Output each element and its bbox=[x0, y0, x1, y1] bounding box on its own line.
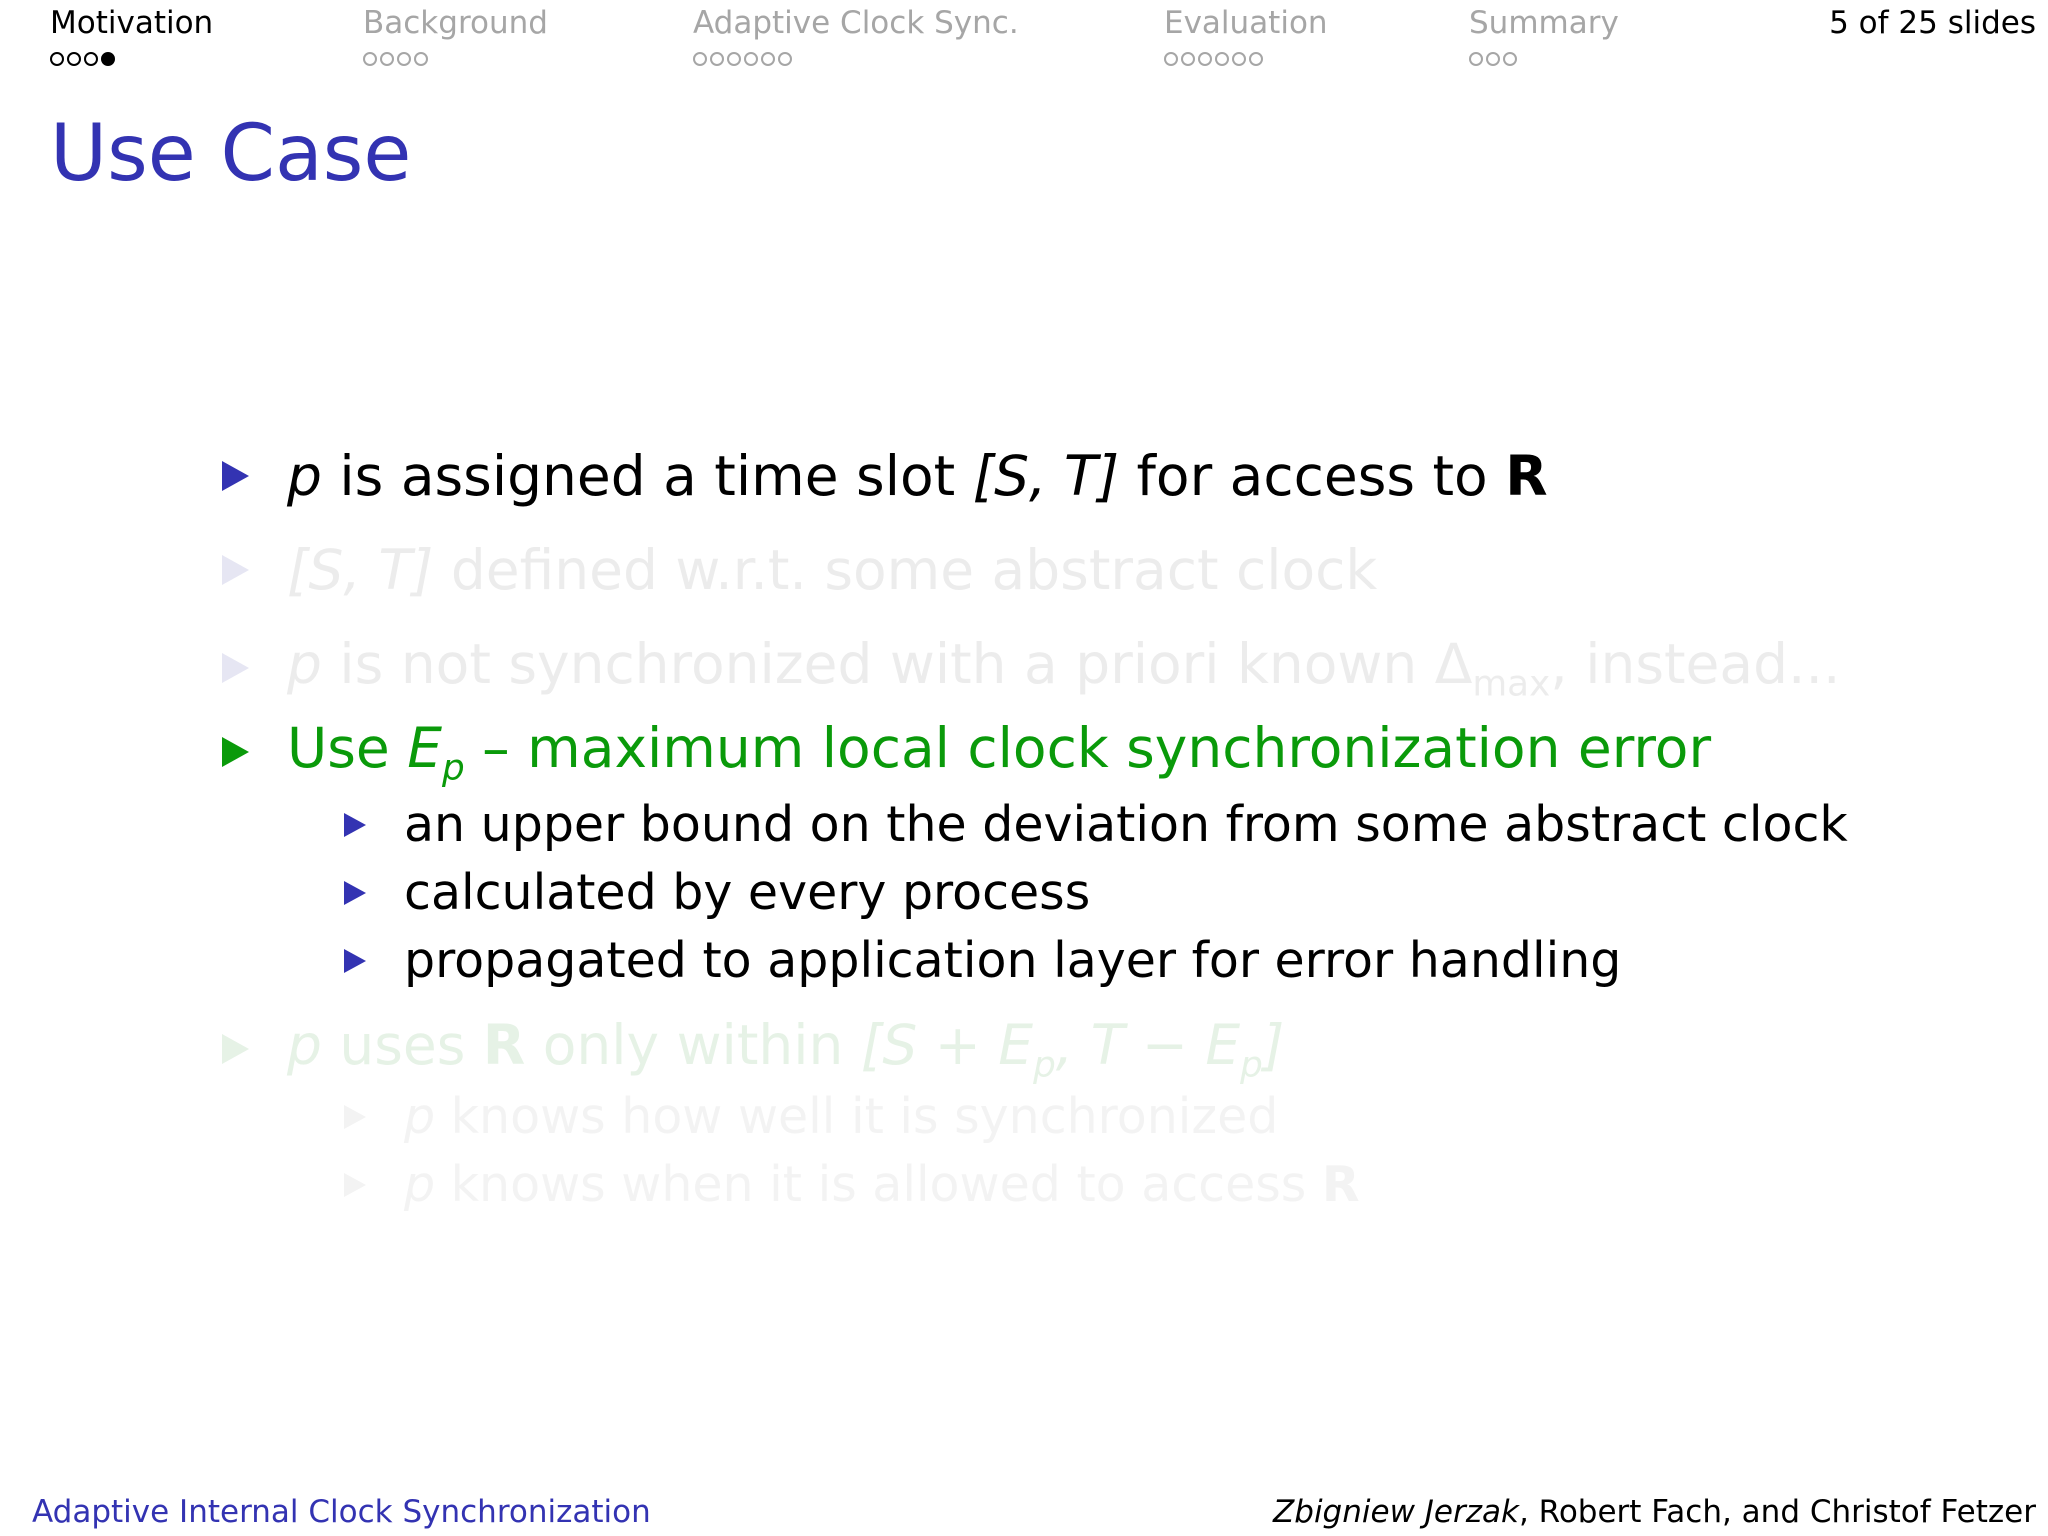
nav-section-label: Summary bbox=[1469, 5, 1619, 41]
bullet-triangle-icon bbox=[222, 1034, 249, 1064]
bullet-text: p uses R only within [$S + E_p$, $T - E_p$] bbox=[287, 1013, 1285, 1086]
bullet-triangle-icon bbox=[222, 555, 249, 585]
sub-bullet-calculated bbox=[344, 864, 1090, 921]
bullet-text: p is assigned a time slot [S, T] for access to R bbox=[287, 444, 1548, 508]
bullet-text: propagated to application layer for error handling bbox=[404, 932, 1622, 989]
sub-bullet-upper-bound bbox=[344, 796, 1848, 853]
footer-presentation-title: Adaptive Internal Clock Synchronization bbox=[32, 1494, 651, 1530]
footer-author-others: , Robert Fach, and Christof Fetzer bbox=[1518, 1494, 2036, 1530]
bullet-text: p knows how well it is synchronized bbox=[404, 1088, 1279, 1145]
sub-bullet-knows-how-well bbox=[344, 1088, 1278, 1145]
bullet-text: p is not synchronized with a priori known $\Delta_{max}$, instead... bbox=[287, 632, 1841, 705]
bullet-time-slot bbox=[222, 444, 1548, 508]
sub-bullet-knows-when bbox=[344, 1156, 1360, 1213]
bullet-abstract-clock bbox=[222, 538, 1377, 602]
nav-section-label: Adaptive Clock Sync. bbox=[693, 5, 1019, 41]
bullet-text: calculated by every process bbox=[404, 864, 1091, 921]
bullet-triangle-icon bbox=[344, 813, 366, 837]
bullet-triangle-icon bbox=[222, 737, 249, 767]
footer-author-presenter: Zbigniew Jerzak bbox=[1273, 1494, 1519, 1530]
bullet-triangle-icon bbox=[344, 881, 366, 905]
sub-bullet-propagated bbox=[344, 932, 1621, 989]
frame-title: Use Case bbox=[50, 109, 412, 199]
bullet-not-synchronized bbox=[222, 632, 1840, 705]
bullet-triangle-icon bbox=[344, 949, 366, 973]
bullet-text: [S, T] defined w.r.t. some abstract clock bbox=[287, 538, 1378, 602]
bullet-triangle-icon bbox=[344, 1173, 366, 1197]
bullet-text: an upper bound on the deviation from some abstract clock bbox=[404, 796, 1848, 853]
nav-section-label: Background bbox=[363, 5, 548, 41]
bullet-triangle-icon bbox=[222, 461, 249, 491]
bullet-text: Use $E_p$ – maximum local clock synchronization error bbox=[287, 716, 1712, 789]
bullet-triangle-icon bbox=[344, 1105, 366, 1129]
bullet-text: p knows when it is allowed to access R bbox=[404, 1156, 1360, 1213]
slide-counter: 5 of 25 slides bbox=[1829, 5, 2036, 41]
bullet-uses-r-within bbox=[222, 1013, 1284, 1086]
bullet-triangle-icon bbox=[222, 653, 249, 683]
footer-authors bbox=[1273, 1492, 2036, 1532]
nav-section-label: Motivation bbox=[50, 5, 214, 41]
bullet-use-ep bbox=[222, 716, 1711, 789]
nav-section-label: Evaluation bbox=[1164, 5, 1328, 41]
